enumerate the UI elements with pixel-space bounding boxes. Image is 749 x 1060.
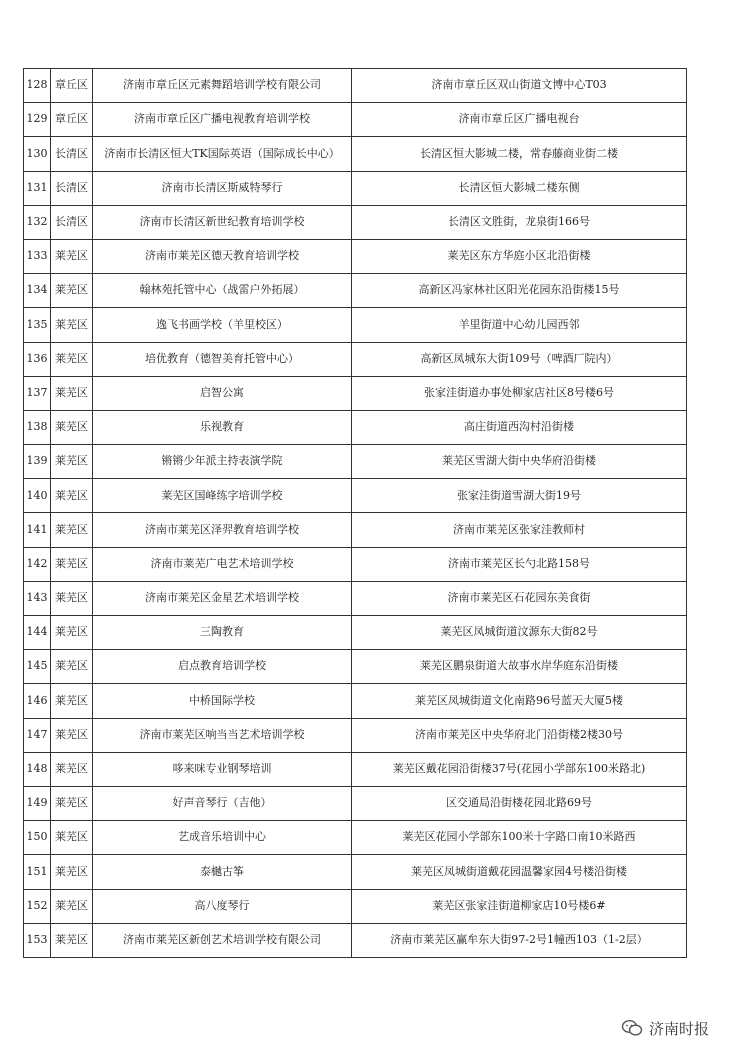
district-cell: 长清区 <box>51 137 93 171</box>
table-row <box>24 103 687 137</box>
district-cell: 莱芜区 <box>51 684 93 718</box>
row-number-cell: 151 <box>24 855 51 889</box>
row-number-cell: 150 <box>24 821 51 855</box>
district-cell: 莱芜区 <box>51 923 93 957</box>
institution-name-cell: 翰林苑托管中心（战雷户外拓展） <box>93 274 352 308</box>
district-cell: 莱芜区 <box>51 239 93 273</box>
institution-name-cell: 济南市莱芜广电艺术培训学校 <box>93 547 352 581</box>
district-cell: 莱芜区 <box>51 376 93 410</box>
institution-name-cell: 中桥国际学校 <box>93 684 352 718</box>
table-row <box>24 274 687 308</box>
row-number-cell: 145 <box>24 650 51 684</box>
table-row <box>24 581 687 615</box>
address-cell: 莱芜区张家洼街道柳家店10号楼6# <box>352 889 687 923</box>
table-row <box>24 171 687 205</box>
institution-name-cell: 高八度琴行 <box>93 889 352 923</box>
district-cell: 莱芜区 <box>51 308 93 342</box>
row-number-cell: 133 <box>24 239 51 273</box>
address-cell: 济南市莱芜区长勺北路158号 <box>352 547 687 581</box>
row-number-cell: 140 <box>24 479 51 513</box>
row-number-cell: 135 <box>24 308 51 342</box>
row-number-cell: 149 <box>24 786 51 820</box>
district-cell: 莱芜区 <box>51 274 93 308</box>
watermark <box>621 1016 709 1040</box>
address-cell: 济南市莱芜区中央华府北门沿街楼2楼30号 <box>352 718 687 752</box>
table-row <box>24 342 687 376</box>
row-number-cell: 134 <box>24 274 51 308</box>
address-cell: 高新区冯家林社区阳光花园东沿街楼15号 <box>352 274 687 308</box>
table-row <box>24 69 687 103</box>
table-row <box>24 410 687 444</box>
institution-name-cell: 济南市莱芜区响当当艺术培训学校 <box>93 718 352 752</box>
row-number-cell: 148 <box>24 752 51 786</box>
row-number-cell: 147 <box>24 718 51 752</box>
institution-name-cell: 哆来咪专业钢琴培训 <box>93 752 352 786</box>
district-cell: 莱芜区 <box>51 581 93 615</box>
table-row <box>24 445 687 479</box>
institution-table-body <box>24 69 687 958</box>
address-cell: 张家洼街道雪湖大街19号 <box>352 479 687 513</box>
row-number-cell: 139 <box>24 445 51 479</box>
district-cell: 莱芜区 <box>51 650 93 684</box>
institution-name-cell: 逸飞书画学校（羊里校区） <box>93 308 352 342</box>
district-cell: 章丘区 <box>51 69 93 103</box>
table-row <box>24 239 687 273</box>
table-row <box>24 479 687 513</box>
institution-name-cell: 济南市章丘区元素舞蹈培训学校有限公司 <box>93 69 352 103</box>
address-cell: 济南市莱芜区石花园东美食街 <box>352 581 687 615</box>
district-cell: 莱芜区 <box>51 786 93 820</box>
table-row <box>24 718 687 752</box>
district-cell: 莱芜区 <box>51 752 93 786</box>
row-number-cell: 141 <box>24 513 51 547</box>
address-cell: 羊里街道中心幼儿园西邻 <box>352 308 687 342</box>
table-row <box>24 308 687 342</box>
institution-name-cell: 济南市长清区斯威特琴行 <box>93 171 352 205</box>
district-cell: 章丘区 <box>51 103 93 137</box>
row-number-cell: 143 <box>24 581 51 615</box>
wechat-icon <box>621 1019 643 1037</box>
table-row <box>24 855 687 889</box>
address-cell: 长清区恒大影城二楼，常春藤商业街二楼 <box>352 137 687 171</box>
address-cell: 济南市莱芜区张家洼教师村 <box>352 513 687 547</box>
table-row <box>24 137 687 171</box>
row-number-cell: 129 <box>24 103 51 137</box>
address-cell: 莱芜区花园小学部东100米十字路口南10米路西 <box>352 821 687 855</box>
district-cell: 莱芜区 <box>51 616 93 650</box>
row-number-cell: 130 <box>24 137 51 171</box>
institution-name-cell: 济南市章丘区广播电视教育培训学校 <box>93 103 352 137</box>
address-cell: 济南市章丘区广播电视台 <box>352 103 687 137</box>
row-number-cell: 146 <box>24 684 51 718</box>
district-cell: 莱芜区 <box>51 821 93 855</box>
row-number-cell: 131 <box>24 171 51 205</box>
institution-name-cell: 济南市莱芜区金星艺术培训学校 <box>93 581 352 615</box>
row-number-cell: 132 <box>24 205 51 239</box>
institution-name-cell: 莱芜区国峰练字培训学校 <box>93 479 352 513</box>
table-row <box>24 684 687 718</box>
address-cell: 莱芜区戴花园沿街楼37号(花园小学部东100米路北) <box>352 752 687 786</box>
district-cell: 长清区 <box>51 171 93 205</box>
table-row <box>24 513 687 547</box>
institution-table-container <box>23 68 686 958</box>
table-row <box>24 821 687 855</box>
district-cell: 长清区 <box>51 205 93 239</box>
institution-name-cell: 济南市莱芜区德天教育培训学校 <box>93 239 352 273</box>
table-row <box>24 752 687 786</box>
district-cell: 莱芜区 <box>51 513 93 547</box>
table-row <box>24 547 687 581</box>
row-number-cell: 152 <box>24 889 51 923</box>
address-cell: 长清区恒大影城二楼东侧 <box>352 171 687 205</box>
institution-name-cell: 济南市莱芜区泽羿教育培训学校 <box>93 513 352 547</box>
district-cell: 莱芜区 <box>51 718 93 752</box>
address-cell: 莱芜区东方华庭小区北沿街楼 <box>352 239 687 273</box>
institution-name-cell: 泰樾古筝 <box>93 855 352 889</box>
institution-name-cell: 乐视教育 <box>93 410 352 444</box>
institution-name-cell: 启智公寓 <box>93 376 352 410</box>
address-cell: 区交通局沿街楼花园北路69号 <box>352 786 687 820</box>
institution-name-cell: 济南市长清区新世纪教育培训学校 <box>93 205 352 239</box>
institution-name-cell: 济南市长清区恒大TK国际英语（国际成长中心） <box>93 137 352 171</box>
district-cell: 莱芜区 <box>51 547 93 581</box>
district-cell: 莱芜区 <box>51 889 93 923</box>
row-number-cell: 128 <box>24 69 51 103</box>
district-cell: 莱芜区 <box>51 855 93 889</box>
table-row <box>24 786 687 820</box>
institution-name-cell: 锵锵少年派主持表演学院 <box>93 445 352 479</box>
district-cell: 莱芜区 <box>51 479 93 513</box>
watermark-text: 济南时报 <box>649 1019 710 1038</box>
institution-name-cell: 启点教育培训学校 <box>93 650 352 684</box>
district-cell: 莱芜区 <box>51 445 93 479</box>
row-number-cell: 138 <box>24 410 51 444</box>
address-cell: 莱芜区凤城街道汶源东大街82号 <box>352 616 687 650</box>
row-number-cell: 144 <box>24 616 51 650</box>
address-cell: 莱芜区凤城街道文化南路96号蓝天大厦5楼 <box>352 684 687 718</box>
address-cell: 张家洼街道办事处柳家店社区8号楼6号 <box>352 376 687 410</box>
row-number-cell: 153 <box>24 923 51 957</box>
address-cell: 济南市章丘区双山街道文博中心T03 <box>352 69 687 103</box>
address-cell: 高庄街道西沟村沿街楼 <box>352 410 687 444</box>
table-row <box>24 376 687 410</box>
table-row <box>24 616 687 650</box>
row-number-cell: 142 <box>24 547 51 581</box>
address-cell: 莱芜区凤城街道戴花园温馨家园4号楼沿街楼 <box>352 855 687 889</box>
district-cell: 莱芜区 <box>51 410 93 444</box>
institution-name-cell: 培优教育（德智美育托管中心） <box>93 342 352 376</box>
row-number-cell: 136 <box>24 342 51 376</box>
institution-name-cell: 三陶教育 <box>93 616 352 650</box>
row-number-cell: 137 <box>24 376 51 410</box>
table-row <box>24 889 687 923</box>
address-cell: 高新区凤城东大街109号（啤酒厂院内） <box>352 342 687 376</box>
institution-table <box>23 68 687 958</box>
table-row <box>24 205 687 239</box>
institution-name-cell: 艺成音乐培训中心 <box>93 821 352 855</box>
address-cell: 长清区文胜街，龙泉街166号 <box>352 205 687 239</box>
table-row <box>24 923 687 957</box>
address-cell: 莱芜区鹏泉街道大故事水岸华庭东沿街楼 <box>352 650 687 684</box>
table-row <box>24 650 687 684</box>
district-cell: 莱芜区 <box>51 342 93 376</box>
address-cell: 莱芜区雪湖大街中央华府沿街楼 <box>352 445 687 479</box>
address-cell: 济南市莱芜区赢牟东大街97-2号1幢西103（1-2层） <box>352 923 687 957</box>
institution-name-cell: 济南市莱芜区新创艺术培训学校有限公司 <box>93 923 352 957</box>
institution-name-cell: 好声音琴行（吉他） <box>93 786 352 820</box>
